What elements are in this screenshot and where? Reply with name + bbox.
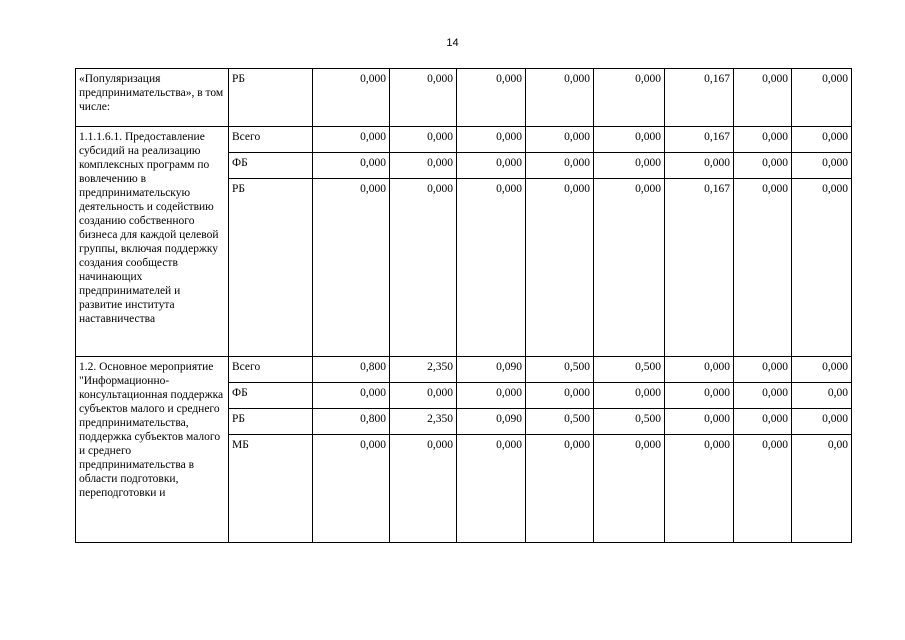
- funding-source-cell: РБ: [229, 409, 313, 435]
- value-cell: 0,000: [665, 153, 734, 179]
- value-cell: 0,000: [526, 179, 594, 357]
- funding-source-cell: Всего: [229, 357, 313, 383]
- activity-name-cell: «Популяризация предпринимательства», в том числе:: [76, 69, 229, 127]
- value-cell: 0,000: [665, 435, 734, 543]
- value-cell: 0,000: [665, 357, 734, 383]
- value-cell: 0,000: [390, 153, 457, 179]
- value-cell: 0,167: [665, 127, 734, 153]
- value-cell: 0,000: [313, 153, 390, 179]
- value-cell: 0,500: [526, 357, 594, 383]
- table-row: [76, 69, 852, 127]
- value-cell: 0,000: [457, 127, 526, 153]
- value-cell: 0,000: [390, 179, 457, 357]
- value-cell: 0,000: [313, 383, 390, 409]
- value-cell: 0,000: [734, 383, 792, 409]
- value-cell: 0,000: [457, 435, 526, 543]
- value-cell: 0,000: [792, 127, 852, 153]
- value-cell: 0,090: [457, 409, 526, 435]
- value-cell: 0,000: [594, 383, 665, 409]
- value-cell: 0,500: [594, 357, 665, 383]
- value-cell: 2,350: [390, 409, 457, 435]
- value-cell: 0,000: [734, 153, 792, 179]
- funding-source-cell: Всего: [229, 127, 313, 153]
- value-cell: 0,000: [734, 409, 792, 435]
- funding-source-cell: ФБ: [229, 153, 313, 179]
- value-cell: 0,00: [792, 435, 852, 543]
- value-cell: 0,000: [313, 69, 390, 127]
- value-cell: 0,000: [734, 69, 792, 127]
- value-cell: 0,000: [313, 179, 390, 357]
- value-cell: 0,090: [457, 357, 526, 383]
- value-cell: 0,000: [390, 383, 457, 409]
- activity-name-cell: 1.2. Основное мероприятие "Информационно-консультационная поддержка субъектов малого и среднего предпринимательства, поддержка субъектов малого и среднего предпринимательства в области подготовки, переподготовки и: [76, 357, 229, 543]
- budget-table: [75, 68, 852, 543]
- funding-source-cell: РБ: [229, 179, 313, 357]
- page-number: 14: [446, 37, 459, 49]
- value-cell: 0,000: [792, 179, 852, 357]
- value-cell: 0,000: [390, 69, 457, 127]
- value-cell: 0,000: [313, 127, 390, 153]
- value-cell: 0,000: [734, 357, 792, 383]
- value-cell: 0,000: [390, 127, 457, 153]
- value-cell: 0,000: [313, 435, 390, 543]
- value-cell: 0,000: [594, 153, 665, 179]
- table-row: [76, 127, 852, 153]
- value-cell: 0,00: [792, 383, 852, 409]
- value-cell: 0,000: [526, 153, 594, 179]
- value-cell: 0,000: [457, 153, 526, 179]
- value-cell: 0,500: [594, 409, 665, 435]
- value-cell: 0,000: [457, 179, 526, 357]
- value-cell: 0,000: [734, 179, 792, 357]
- value-cell: 2,350: [390, 357, 457, 383]
- value-cell: 0,000: [457, 383, 526, 409]
- funding-source-cell: РБ: [229, 69, 313, 127]
- value-cell: 0,000: [792, 153, 852, 179]
- funding-source-cell: МБ: [229, 435, 313, 543]
- value-cell: 0,000: [526, 435, 594, 543]
- value-cell: 0,000: [594, 69, 665, 127]
- value-cell: 0,000: [792, 357, 852, 383]
- value-cell: 0,000: [792, 69, 852, 127]
- value-cell: 0,000: [665, 409, 734, 435]
- value-cell: 0,000: [594, 179, 665, 357]
- value-cell: 0,000: [526, 69, 594, 127]
- value-cell: 0,167: [665, 69, 734, 127]
- value-cell: 0,000: [594, 435, 665, 543]
- value-cell: 0,000: [734, 127, 792, 153]
- value-cell: 0,000: [457, 69, 526, 127]
- value-cell: 0,800: [313, 409, 390, 435]
- table-row: [76, 357, 852, 383]
- activity-name-cell: 1.1.1.6.1. Предоставление субсидий на реализацию комплексных программ по вовлечению в предпринимательскую деятельность и содействию созданию собственного бизнеса для каждой целевой группы, включая поддержку создания сообществ начинающих предпринимателей и развитие института наставничества: [76, 127, 229, 357]
- value-cell: 0,000: [792, 409, 852, 435]
- value-cell: 0,167: [665, 179, 734, 357]
- value-cell: 0,000: [734, 435, 792, 543]
- value-cell: 0,000: [390, 435, 457, 543]
- value-cell: 0,000: [665, 383, 734, 409]
- value-cell: 0,800: [313, 357, 390, 383]
- value-cell: 0,000: [526, 127, 594, 153]
- value-cell: 0,000: [594, 127, 665, 153]
- value-cell: 0,500: [526, 409, 594, 435]
- funding-source-cell: ФБ: [229, 383, 313, 409]
- value-cell: 0,000: [526, 383, 594, 409]
